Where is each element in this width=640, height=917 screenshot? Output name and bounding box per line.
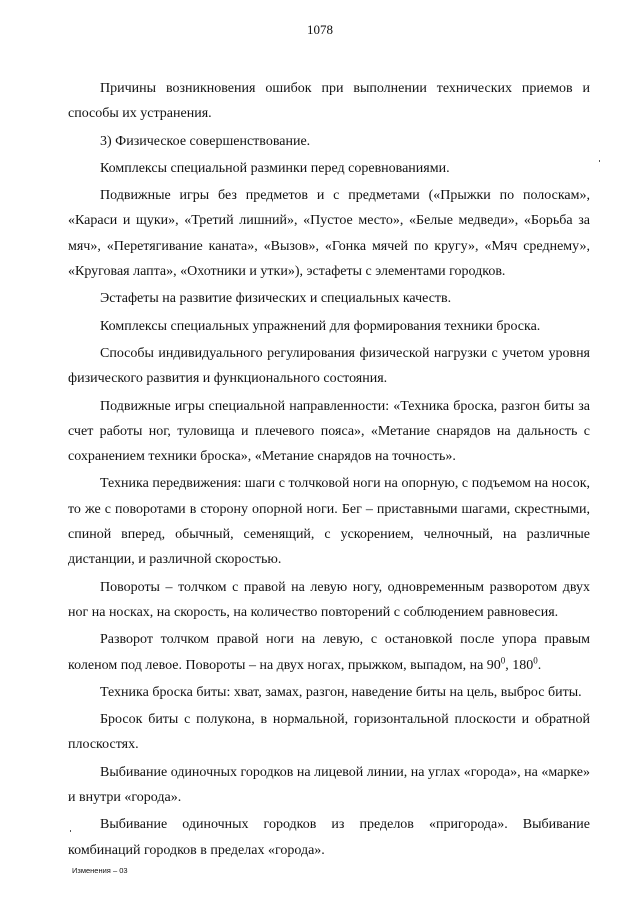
paragraph: 3) Физическое совершенствование. <box>100 133 311 149</box>
paragraph: Техника передвижения: шаги с толчковой ноги на опорную, с подъемом на носок, то же с поворотами в сторону опорной ноги. Бег – приставными шагами, скрестными, спиной вперед, обычный, семенящий, с ускорением, челночный, на различные дистанции, и различной скоростью. <box>68 476 590 568</box>
degree-superscript: 0 <box>500 654 506 665</box>
rotation-end: . <box>537 657 542 673</box>
paragraph: Выбивание одиночных городков из пределов «пригорода». Выбивание комбинаций городков в пределах «города». <box>68 817 590 858</box>
paragraph: Подвижные игры без предметов и с предметами («Прыжки по полоскам», «Караси и щуки», «Третий лишний», «Пустое место», «Белые медведи», «Борьба за мяч», «Перетягивание каната», «Вызов», «Гонка мячей по кругу», «Мяч среднему», «Круговая лапта», «Охотники и утки»), эстафеты с элементами городков. <box>68 188 590 280</box>
paragraph: Причины возникновения ошибок при выполнении технических приемов и способы их устранения. <box>68 81 590 122</box>
paragraph: Комплексы специальной разминки перед соревнованиями. <box>100 160 450 176</box>
paragraph: Способы индивидуального регулирования физической нагрузки с учетом уровня физического развития и функционального состояния. <box>68 345 590 387</box>
paragraph: Выбивание одиночных городков на лицевой линии, на углах «города», на «марке» и внутри «города». <box>68 764 590 806</box>
page-number: 1078 <box>307 22 333 37</box>
paragraph: Эстафеты на развитие физических и специальных качеств. <box>100 291 452 307</box>
paragraph: Комплексы специальных упражнений для формирования техники броска. <box>100 318 541 334</box>
degree-superscript: 0 <box>533 654 538 665</box>
rotation-separator: , 180 <box>505 657 534 673</box>
document-body <box>68 76 590 863</box>
paragraph: Бросок биты с полукона, в нормальной, горизонтальной плоскости и обратной плоскостях. <box>68 712 590 753</box>
paragraph: Подвижные игры специальной направленности: «Техника броска, разгон биты за счет работы ног, туловища и плечевого пояса», «Метание снарядов на дальность с сохранением техники броска», «Метание снарядов на точность». <box>68 398 590 465</box>
paragraph: Повороты – толчком с правой на левую ногу, одновременным разворотом двух ног на носках, на скорость, на количество повторений с соблюдением равновесия. <box>68 579 590 620</box>
footer-revision: Изменения – 03 <box>72 866 128 875</box>
paragraph: Техника броска биты: хват, замах, разгон, наведение биты на цель, выброс биты. <box>100 684 582 700</box>
scan-speck <box>599 160 600 162</box>
rotation-paragraph <box>68 627 590 678</box>
scan-speck <box>70 830 71 832</box>
rotation-text: Разворот толчком правой ноги на левую, с остановкой после упора правым коленом под левое. Повороты – на двух ногах, прыжком, выпадом, на 90 <box>68 632 590 673</box>
